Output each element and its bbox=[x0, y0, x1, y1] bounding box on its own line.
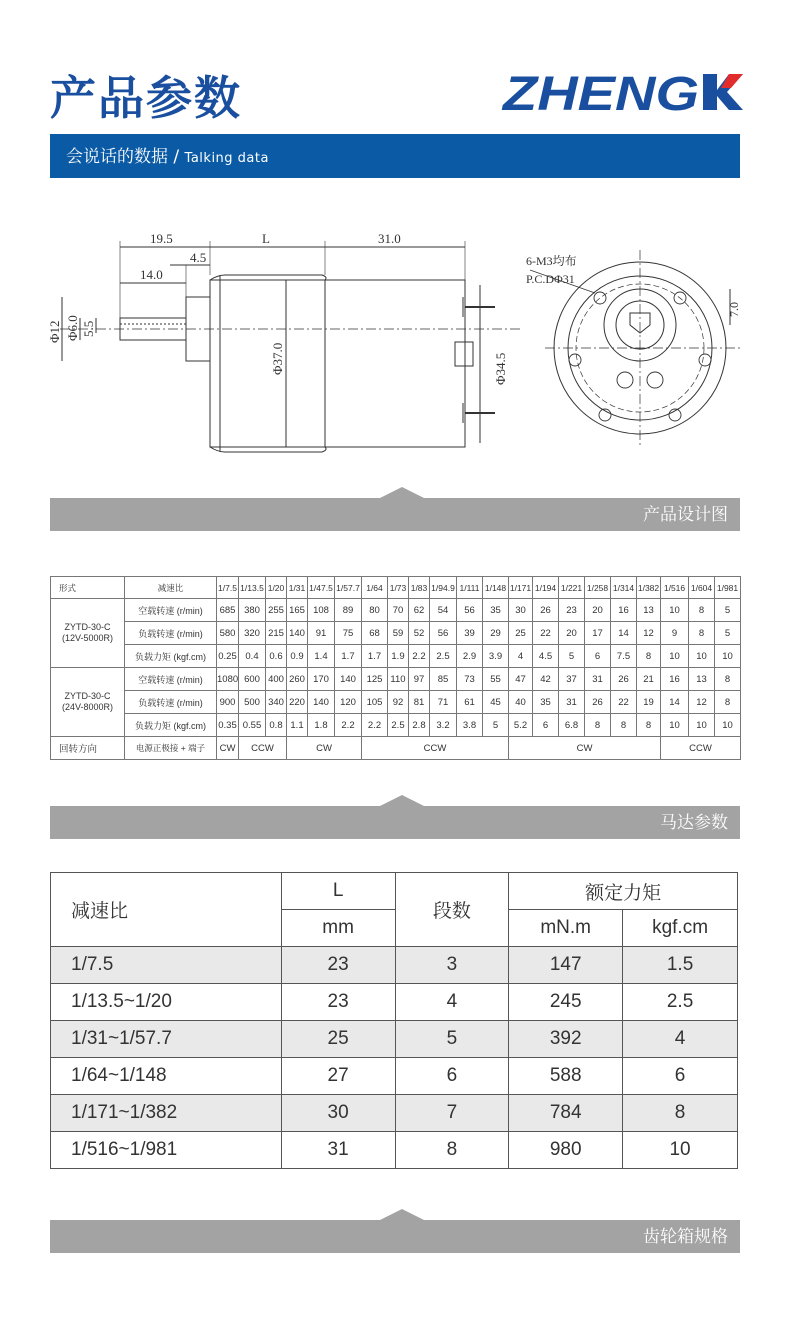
spec-value-cell: 0.4 bbox=[239, 645, 266, 668]
section-bar-motor bbox=[50, 806, 740, 839]
spec-value-cell: 165 bbox=[287, 599, 308, 622]
gear-cell-mnm: 588 bbox=[509, 1058, 623, 1095]
spec-ratio-cell: 1/7.5 bbox=[217, 577, 239, 599]
spec-value-cell: 4.5 bbox=[533, 645, 559, 668]
spec-value-cell: 10 bbox=[715, 714, 741, 737]
spec-ratio-cell: 1/57.7 bbox=[335, 577, 362, 599]
gear-header-kgf: kgf.cm bbox=[623, 910, 738, 947]
gear-cell-ratio: 1/516~1/981 bbox=[51, 1132, 282, 1169]
spec-value-cell: 215 bbox=[266, 622, 287, 645]
spec-value-cell: 8 bbox=[715, 691, 741, 714]
gear-cell-kgf: 10 bbox=[623, 1132, 738, 1169]
spec-ratio-cell: 1/171 bbox=[509, 577, 533, 599]
spec-row-label: 负载力矩 (kgf.cm) bbox=[125, 645, 217, 668]
spec-value-cell: 1.1 bbox=[287, 714, 308, 737]
spec-value-cell: 31 bbox=[559, 691, 585, 714]
spec-value-cell: 400 bbox=[266, 668, 287, 691]
spec-ratio-cell: 1/604 bbox=[689, 577, 715, 599]
spec-value-cell: 73 bbox=[457, 668, 483, 691]
spec-value-cell: 2.2 bbox=[335, 714, 362, 737]
spec-value-cell: 8 bbox=[585, 714, 611, 737]
spec-value-cell: 42 bbox=[533, 668, 559, 691]
section-label-gearbox: 齿轮箱规格 bbox=[643, 1227, 728, 1247]
gear-cell-ratio: 1/31~1/57.7 bbox=[51, 1021, 282, 1058]
spec-row-label: 负载转速 (r/min) bbox=[125, 691, 217, 714]
spec-ratio-cell: 1/20 bbox=[266, 577, 287, 599]
spec-value-cell: 2.2 bbox=[409, 645, 430, 668]
spec-row-label: 负载力矩 (kgf.cm) bbox=[125, 714, 217, 737]
spec-value-cell: 5 bbox=[483, 714, 509, 737]
spec-value-cell: 26 bbox=[585, 691, 611, 714]
spec-model-voltage: (12V-5000R) bbox=[61, 633, 114, 643]
spec-value-cell: 0.8 bbox=[266, 714, 287, 737]
spec-value-cell: 500 bbox=[239, 691, 266, 714]
spec-value-cell: 35 bbox=[483, 599, 509, 622]
spec-value-cell: 97 bbox=[409, 668, 430, 691]
spec-ratio-cell: 1/981 bbox=[715, 577, 741, 599]
spec-ratio-cell: 1/13.5 bbox=[239, 577, 266, 599]
dim-14-0: 14.0 bbox=[140, 267, 163, 282]
spec-value-cell: 2.8 bbox=[409, 714, 430, 737]
spec-value-cell: 10 bbox=[661, 599, 689, 622]
spec-value-cell: 6.8 bbox=[559, 714, 585, 737]
spec-value-cell: 16 bbox=[611, 599, 637, 622]
spec-value-cell: 1.9 bbox=[388, 645, 409, 668]
spec-ratio-cell: 1/194 bbox=[533, 577, 559, 599]
section-label-motor: 马达参数 bbox=[660, 813, 728, 833]
gear-cell-mnm: 980 bbox=[509, 1132, 623, 1169]
side-view bbox=[47, 231, 520, 452]
holes-note: 6-M3均布 bbox=[526, 254, 577, 268]
spec-value-cell: 55 bbox=[483, 668, 509, 691]
spec-model-cell bbox=[51, 668, 125, 737]
gear-row bbox=[51, 984, 738, 1021]
gear-cell-L: 23 bbox=[281, 984, 395, 1021]
spec-value-cell: 140 bbox=[287, 622, 308, 645]
spec-value-cell: 120 bbox=[335, 691, 362, 714]
spec-value-cell: 3.8 bbox=[457, 714, 483, 737]
spec-value-cell: 16 bbox=[661, 668, 689, 691]
spec-value-cell: 320 bbox=[239, 622, 266, 645]
dim-31-0: 31.0 bbox=[378, 231, 401, 246]
spec-value-cell: 19 bbox=[637, 691, 661, 714]
spec-value-cell: 2.2 bbox=[362, 714, 388, 737]
gear-cell-ratio: 1/171~1/382 bbox=[51, 1095, 282, 1132]
pcd-note: P.C.DΦ31 bbox=[526, 272, 575, 286]
dim-phi34-5: Φ34.5 bbox=[493, 352, 508, 385]
spec-value-cell: 91 bbox=[308, 622, 335, 645]
gear-cell-L: 30 bbox=[281, 1095, 395, 1132]
spec-value-cell: 5.2 bbox=[509, 714, 533, 737]
gear-cell-L: 23 bbox=[281, 947, 395, 984]
spec-value-cell: 12 bbox=[689, 691, 715, 714]
dim-7-0: 7.0 bbox=[727, 302, 741, 317]
gear-cell-mnm: 392 bbox=[509, 1021, 623, 1058]
gear-row bbox=[51, 947, 738, 984]
rotation-cell: CCW bbox=[239, 737, 287, 760]
rotation-cell: CW bbox=[509, 737, 661, 760]
dim-19-5: 19.5 bbox=[150, 231, 173, 246]
spec-value-cell: 140 bbox=[308, 691, 335, 714]
spec-value-cell: 26 bbox=[533, 599, 559, 622]
spec-value-cell: 68 bbox=[362, 622, 388, 645]
spec-value-cell: 2.5 bbox=[430, 645, 457, 668]
spec-value-cell: 10 bbox=[661, 645, 689, 668]
rotation-label: 回转方向 bbox=[51, 737, 125, 760]
spec-value-cell: 110 bbox=[388, 668, 409, 691]
spec-value-cell: 105 bbox=[362, 691, 388, 714]
spec-value-cell: 5 bbox=[715, 622, 741, 645]
spec-value-cell: 35 bbox=[533, 691, 559, 714]
spec-value-cell: 75 bbox=[335, 622, 362, 645]
spec-value-cell: 26 bbox=[611, 668, 637, 691]
gear-header-torque: 额定力矩 bbox=[509, 873, 738, 910]
rotation-condition: 电源正极接 + 端子 bbox=[125, 737, 217, 760]
spec-value-cell: 13 bbox=[637, 599, 661, 622]
spec-ratio-cell: 1/47.5 bbox=[308, 577, 335, 599]
dim-phi12: Φ12 bbox=[47, 320, 62, 343]
spec-value-cell: 108 bbox=[308, 599, 335, 622]
spec-value-cell: 260 bbox=[287, 668, 308, 691]
spec-value-cell: 3.9 bbox=[483, 645, 509, 668]
spec-row bbox=[51, 599, 741, 622]
spec-value-cell: 2.9 bbox=[457, 645, 483, 668]
rotation-cell: CW bbox=[287, 737, 362, 760]
spec-ratio-cell: 1/111 bbox=[457, 577, 483, 599]
spec-value-cell: 17 bbox=[585, 622, 611, 645]
subtitle-bar bbox=[50, 134, 740, 178]
gear-cell-stages: 6 bbox=[395, 1058, 509, 1095]
section-tab-notch bbox=[380, 1209, 424, 1220]
spec-value-cell: 8 bbox=[689, 599, 715, 622]
spec-value-cell: 9 bbox=[661, 622, 689, 645]
spec-value-cell: 380 bbox=[239, 599, 266, 622]
spec-ratio-cell: 1/31 bbox=[287, 577, 308, 599]
spec-value-cell: 125 bbox=[362, 668, 388, 691]
dim-5-5: 5.5 bbox=[81, 320, 96, 337]
gear-cell-L: 25 bbox=[281, 1021, 395, 1058]
spec-value-cell: 52 bbox=[409, 622, 430, 645]
spec-value-cell: 25 bbox=[509, 622, 533, 645]
gear-row bbox=[51, 1021, 738, 1058]
spec-value-cell: 140 bbox=[335, 668, 362, 691]
gear-header-row bbox=[51, 873, 738, 910]
spec-value-cell: 30 bbox=[509, 599, 533, 622]
gear-cell-L: 31 bbox=[281, 1132, 395, 1169]
page-title: 产品参数 bbox=[50, 71, 242, 125]
gear-cell-stages: 8 bbox=[395, 1132, 509, 1169]
dim-phi37: Φ37.0 bbox=[270, 342, 285, 375]
dim-4-5: 4.5 bbox=[190, 250, 207, 265]
spec-value-cell: 39 bbox=[457, 622, 483, 645]
spec-value-cell: 40 bbox=[509, 691, 533, 714]
spec-value-cell: 1.7 bbox=[335, 645, 362, 668]
spec-value-cell: 22 bbox=[533, 622, 559, 645]
spec-value-cell: 62 bbox=[409, 599, 430, 622]
spec-value-cell: 61 bbox=[457, 691, 483, 714]
spec-value-cell: 59 bbox=[388, 622, 409, 645]
section-tab-notch bbox=[380, 795, 424, 806]
spec-header-ratio: 减速比 bbox=[125, 577, 217, 599]
spec-value-cell: 70 bbox=[388, 599, 409, 622]
spec-model-name: ZYTD-30-C bbox=[64, 691, 111, 701]
spec-value-cell: 23 bbox=[559, 599, 585, 622]
spec-ratio-cell: 1/258 bbox=[585, 577, 611, 599]
section-tab-notch bbox=[380, 487, 424, 498]
gear-cell-ratio: 1/7.5 bbox=[51, 947, 282, 984]
rotation-cell: CCW bbox=[661, 737, 741, 760]
spec-value-cell: 6 bbox=[585, 645, 611, 668]
spec-row-label: 负载转速 (r/min) bbox=[125, 622, 217, 645]
spec-value-cell: 45 bbox=[483, 691, 509, 714]
spec-value-cell: 580 bbox=[217, 622, 239, 645]
spec-value-cell: 0.35 bbox=[217, 714, 239, 737]
spec-row bbox=[51, 622, 741, 645]
spec-value-cell: 8 bbox=[689, 622, 715, 645]
gear-cell-stages: 5 bbox=[395, 1021, 509, 1058]
spec-value-cell: 255 bbox=[266, 599, 287, 622]
spec-value-cell: 56 bbox=[457, 599, 483, 622]
gear-cell-kgf: 2.5 bbox=[623, 984, 738, 1021]
spec-ratio-cell: 1/516 bbox=[661, 577, 689, 599]
spec-header-row bbox=[51, 577, 741, 599]
spec-value-cell: 80 bbox=[362, 599, 388, 622]
spec-value-cell: 1080 bbox=[217, 668, 239, 691]
spec-ratio-cell: 1/64 bbox=[362, 577, 388, 599]
spec-value-cell: 10 bbox=[689, 714, 715, 737]
spec-value-cell: 20 bbox=[559, 622, 585, 645]
gear-cell-ratio: 1/64~1/148 bbox=[51, 1058, 282, 1095]
spec-value-cell: 31 bbox=[585, 668, 611, 691]
gear-header-L: L bbox=[281, 873, 395, 910]
spec-value-cell: 71 bbox=[430, 691, 457, 714]
spec-rotation-row bbox=[51, 737, 741, 760]
spec-value-cell: 37 bbox=[559, 668, 585, 691]
section-label-design: 产品设计图 bbox=[643, 505, 728, 525]
spec-row bbox=[51, 668, 741, 691]
gear-header-stages: 段数 bbox=[395, 873, 509, 947]
gear-header-L-unit: mm bbox=[281, 910, 395, 947]
section-bar-gearbox bbox=[50, 1220, 740, 1253]
gear-cell-L: 27 bbox=[281, 1058, 395, 1095]
spec-value-cell: 10 bbox=[715, 645, 741, 668]
spec-ratio-cell: 1/94.9 bbox=[430, 577, 457, 599]
spec-value-cell: 14 bbox=[611, 622, 637, 645]
front-view bbox=[526, 250, 741, 445]
spec-value-cell: 10 bbox=[689, 645, 715, 668]
spec-value-cell: 600 bbox=[239, 668, 266, 691]
spec-value-cell: 0.25 bbox=[217, 645, 239, 668]
gear-row bbox=[51, 1058, 738, 1095]
spec-ratio-cell: 1/148 bbox=[483, 577, 509, 599]
spec-value-cell: 1.8 bbox=[308, 714, 335, 737]
gear-table bbox=[50, 872, 738, 1169]
spec-value-cell: 5 bbox=[559, 645, 585, 668]
spec-value-cell: 12 bbox=[637, 622, 661, 645]
brand-logo bbox=[500, 68, 743, 121]
spec-table bbox=[50, 576, 741, 760]
spec-value-cell: 0.55 bbox=[239, 714, 266, 737]
gear-cell-ratio: 1/13.5~1/20 bbox=[51, 984, 282, 1021]
spec-header-model: 形式 bbox=[51, 577, 125, 599]
gear-cell-mnm: 784 bbox=[509, 1095, 623, 1132]
subtitle-cn: 会说话的数据 / bbox=[66, 147, 185, 167]
spec-value-cell: 8 bbox=[637, 714, 661, 737]
section-bar-design bbox=[50, 498, 740, 531]
gear-row bbox=[51, 1095, 738, 1132]
spec-value-cell: 8 bbox=[715, 668, 741, 691]
spec-value-cell: 220 bbox=[287, 691, 308, 714]
spec-model-name: ZYTD-30-C bbox=[64, 622, 111, 632]
rotation-cell: CW bbox=[217, 737, 239, 760]
spec-value-cell: 21 bbox=[637, 668, 661, 691]
spec-value-cell: 685 bbox=[217, 599, 239, 622]
gear-header-mnm: mN.m bbox=[509, 910, 623, 947]
spec-ratio-cell: 1/83 bbox=[409, 577, 430, 599]
spec-value-cell: 7.5 bbox=[611, 645, 637, 668]
gear-cell-stages: 3 bbox=[395, 947, 509, 984]
spec-value-cell: 6 bbox=[533, 714, 559, 737]
spec-value-cell: 56 bbox=[430, 622, 457, 645]
spec-value-cell: 2.5 bbox=[388, 714, 409, 737]
spec-value-cell: 22 bbox=[611, 691, 637, 714]
spec-value-cell: 10 bbox=[661, 714, 689, 737]
spec-value-cell: 0.9 bbox=[287, 645, 308, 668]
spec-value-cell: 0.6 bbox=[266, 645, 287, 668]
spec-row-label: 空载转速 (r/min) bbox=[125, 668, 217, 691]
spec-value-cell: 8 bbox=[637, 645, 661, 668]
spec-row bbox=[51, 691, 741, 714]
gear-cell-stages: 7 bbox=[395, 1095, 509, 1132]
spec-row bbox=[51, 645, 741, 668]
spec-value-cell: 170 bbox=[308, 668, 335, 691]
dim-phi6: Φ6.0 bbox=[65, 315, 80, 341]
gear-cell-kgf: 8 bbox=[623, 1095, 738, 1132]
subtitle-en: Talking data bbox=[184, 151, 269, 166]
spec-value-cell: 54 bbox=[430, 599, 457, 622]
spec-value-cell: 81 bbox=[409, 691, 430, 714]
gear-cell-kgf: 6 bbox=[623, 1058, 738, 1095]
spec-value-cell: 4 bbox=[509, 645, 533, 668]
spec-value-cell: 5 bbox=[715, 599, 741, 622]
gear-header-ratio: 减速比 bbox=[51, 873, 282, 947]
spec-value-cell: 14 bbox=[661, 691, 689, 714]
gear-cell-kgf: 4 bbox=[623, 1021, 738, 1058]
spec-ratio-cell: 1/221 bbox=[559, 577, 585, 599]
logo-text: ZHENG bbox=[500, 68, 699, 121]
spec-model-voltage: (24V-8000R) bbox=[61, 702, 114, 712]
gear-cell-mnm: 245 bbox=[509, 984, 623, 1021]
spec-model-cell bbox=[51, 599, 125, 668]
spec-value-cell: 20 bbox=[585, 599, 611, 622]
dim-L: L bbox=[262, 231, 270, 246]
rotation-cell: CCW bbox=[362, 737, 509, 760]
spec-value-cell: 900 bbox=[217, 691, 239, 714]
spec-value-cell: 8 bbox=[611, 714, 637, 737]
spec-row bbox=[51, 714, 741, 737]
spec-value-cell: 1.4 bbox=[308, 645, 335, 668]
technical-drawing bbox=[47, 225, 741, 480]
spec-ratio-cell: 1/314 bbox=[611, 577, 637, 599]
spec-value-cell: 85 bbox=[430, 668, 457, 691]
spec-value-cell: 89 bbox=[335, 599, 362, 622]
spec-value-cell: 29 bbox=[483, 622, 509, 645]
gear-cell-stages: 4 bbox=[395, 984, 509, 1021]
spec-value-cell: 1.7 bbox=[362, 645, 388, 668]
spec-ratio-cell: 1/382 bbox=[637, 577, 661, 599]
spec-value-cell: 13 bbox=[689, 668, 715, 691]
gear-cell-kgf: 1.5 bbox=[623, 947, 738, 984]
spec-value-cell: 92 bbox=[388, 691, 409, 714]
spec-row-label: 空载转速 (r/min) bbox=[125, 599, 217, 622]
gear-row bbox=[51, 1132, 738, 1169]
spec-value-cell: 47 bbox=[509, 668, 533, 691]
spec-ratio-cell: 1/73 bbox=[388, 577, 409, 599]
gear-cell-mnm: 147 bbox=[509, 947, 623, 984]
spec-value-cell: 3.2 bbox=[430, 714, 457, 737]
spec-value-cell: 340 bbox=[266, 691, 287, 714]
